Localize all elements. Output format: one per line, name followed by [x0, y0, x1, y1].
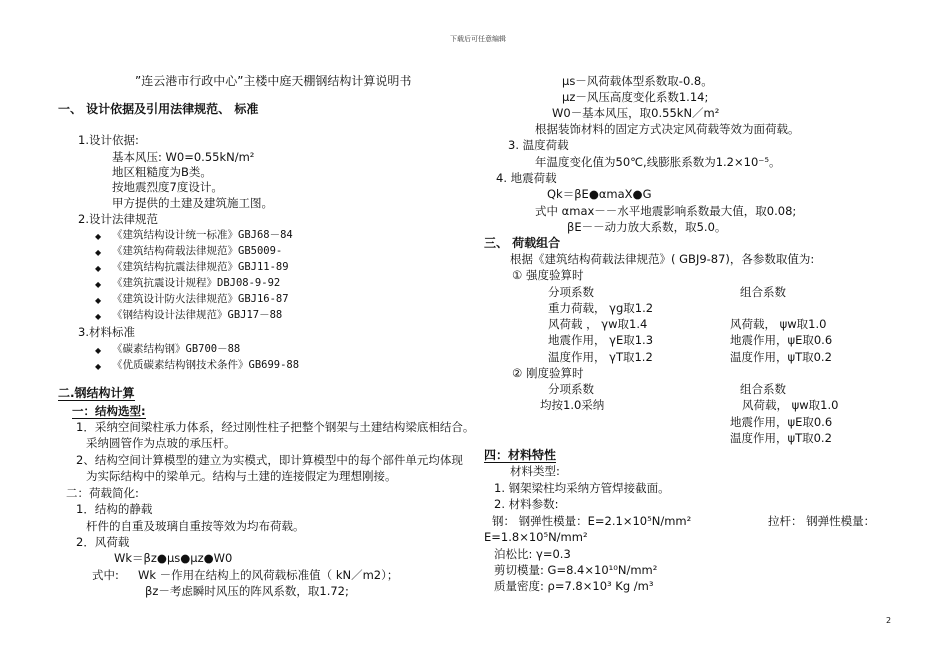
table-cell: 温度作用，ψT取0.2: [730, 350, 832, 364]
stiffness-check-label: ② 刚度验算时: [512, 366, 584, 380]
code-item: 《建筑结构抗震法律规范》GBJ11-89: [112, 261, 289, 273]
table-cell: 地震作用，ψE取0.6: [730, 415, 833, 429]
table-cell: 均按1.0采纳: [540, 398, 605, 412]
paragraph: 1．采纳空间梁柱承力体系，经过刚性柱子把整个钢架与土建结构梁底相结合。: [76, 420, 475, 434]
page-header: 下载后可任意编辑: [450, 35, 506, 43]
column-header-combination: 组合系数: [740, 382, 786, 396]
where-item: Wk －作用在结构上的风荷载标准值（ kN／m2）；: [138, 568, 399, 582]
shear-modulus: 剪切模量: G=8.4×10¹⁰N/mm²: [494, 563, 658, 577]
table-cell: 地震作用， γE取1.3: [548, 333, 654, 347]
table-cell: 重力荷载， γg取1.2: [548, 301, 654, 315]
list-item: 1．结构的静载: [76, 502, 153, 516]
materials-label: 3.材料标准: [78, 325, 135, 339]
seismic-formula: Qk＝βE●αmaX●G: [547, 187, 652, 201]
table-cell: 风荷载 ， γw取1.4: [548, 317, 648, 331]
section-2-heading: 二.钢结构计算: [58, 386, 135, 400]
document-title: ”连云港市行政中心”主楼中庭天棚钢结构计算说明书: [135, 74, 412, 88]
list-item: 1. 钢架梁柱均采纳方管焊接截面。: [494, 481, 670, 495]
material-standard-item: 《优质碳素结构钢技术条件》GB699-88: [112, 359, 300, 371]
column-header-partial: 分项系数: [548, 382, 594, 396]
design-basis-item: 基本风压: W0=0.55kN/m²: [112, 150, 255, 164]
bullet-icon: ◆: [95, 248, 102, 257]
mass-density: 质量密度: ρ=7.8×10³ Kg /m³: [494, 579, 654, 593]
code-item: 《建筑抗震设计规程》DBJ08-9-92: [112, 277, 281, 289]
cable-modulus-label: 拉杆： 钢弹性模量：: [768, 514, 876, 528]
wind-load-formula: Wk＝βz●μs●μz●W0: [114, 551, 233, 565]
section-3-heading: 三、 荷载组合: [484, 236, 561, 250]
steel-modulus: 钢： 钢弹性模量：E=2.1×10⁵N/mm²: [492, 514, 692, 528]
table-cell: 温度作用， γT取1.2: [548, 350, 653, 364]
paragraph: 根据《建筑结构荷载法律规范》( GBJ9-87)，各参数取值为:: [510, 252, 815, 266]
column-header-partial: 分项系数: [548, 285, 594, 299]
column-header-combination: 组合系数: [740, 285, 786, 299]
bullet-icon: ◆: [95, 232, 102, 241]
design-basis-item: 按地震烈度7度设计。: [112, 180, 223, 194]
paragraph: 杆件的自重及玻璃自重按等效为均布荷载。: [86, 519, 305, 533]
paragraph: 2、结构空间计算模型的建立为实模式，即计算模型中的每个部件单元均体现: [76, 453, 463, 467]
material-type-label: 材料类型:: [510, 464, 560, 478]
code-item: 《建筑结构设计统一标准》GBJ68－84: [112, 229, 293, 241]
code-item: 《钢结构设计法律规范》GBJ17－88: [112, 309, 283, 321]
seismic-load-label: 4. 地震荷载: [496, 171, 557, 185]
design-basis-label: 1.设计依据:: [78, 133, 139, 147]
bullet-icon: ◆: [95, 296, 102, 305]
table-cell: 风荷载， ψw取1.0: [742, 398, 839, 412]
where-item: βE－－动力放大系数，取5.0。: [567, 220, 727, 234]
section-4-heading: 四：材料特性: [484, 448, 557, 462]
design-basis-item: 地区粗糙度为B类。: [112, 165, 212, 179]
section-1-heading: 一、 设计依据及引用法律规范、 标准: [58, 102, 259, 116]
subsection-structure-heading: 一：结构选型:: [72, 404, 146, 418]
bullet-icon: ◆: [95, 312, 102, 321]
where-item: 式中 αmax－－水平地震影响系数最大值，取0.08;: [535, 204, 797, 218]
table-cell: 温度作用，ψT取0.2: [730, 431, 832, 445]
cable-modulus-value: E=1.8×10⁵N/mm²: [484, 530, 588, 544]
bullet-icon: ◆: [95, 280, 102, 289]
list-item: 2. 材料参数:: [494, 497, 559, 511]
bullet-icon: ◆: [95, 346, 102, 355]
strength-check-label: ① 强度验算时: [512, 268, 584, 282]
subsection-load-heading: 二：荷载简化:: [66, 486, 139, 500]
bullet-icon: ◆: [95, 264, 102, 273]
coefficient-line: W0－基本风压，取0.55kN／m²: [552, 106, 720, 120]
design-basis-item: 甲方提供的土建及建筑施工图。: [112, 196, 273, 210]
table-cell: 地震作用，ψE取0.6: [730, 333, 833, 347]
page-number: 2: [886, 616, 892, 625]
coefficient-line: μs－风荷载体型系数取-0.8。: [562, 74, 713, 88]
paragraph: 为实际结构中的梁单元。结构与土建的连接假定为理想刚接。: [86, 469, 397, 483]
code-item: 《建筑设计防火法律规范》GBJ16-87: [112, 293, 289, 305]
codes-label: 2.设计法律规范: [78, 212, 158, 226]
where-item: βz－考虑瞬时风压的阵风系数，取1.72;: [145, 584, 349, 598]
temperature-load-label: 3. 温度荷载: [508, 138, 569, 152]
code-item: 《建筑结构荷载法律规范》GB5009-: [112, 245, 283, 257]
poisson-ratio: 泊松比: γ=0.3: [494, 547, 571, 561]
bullet-icon: ◆: [95, 362, 102, 371]
list-item: 2．风荷载: [76, 535, 130, 549]
paragraph: 根据装饰材料的固定方式决定风荷载等效为面荷载。: [535, 122, 800, 136]
table-cell: 风荷载， ψw取1.0: [730, 317, 827, 331]
material-standard-item: 《碳素结构钢》GB700－88: [112, 343, 241, 355]
coefficient-line: μz－风压高度变化系数1.14;: [562, 90, 709, 104]
paragraph: 采纳圆管作为点玻的承压杆。: [86, 436, 236, 450]
temperature-load-text: 年温度变化值为50℃,线膨胀系数为1.2×10⁻⁵。: [535, 155, 781, 169]
where-label: 式中:: [92, 568, 119, 582]
